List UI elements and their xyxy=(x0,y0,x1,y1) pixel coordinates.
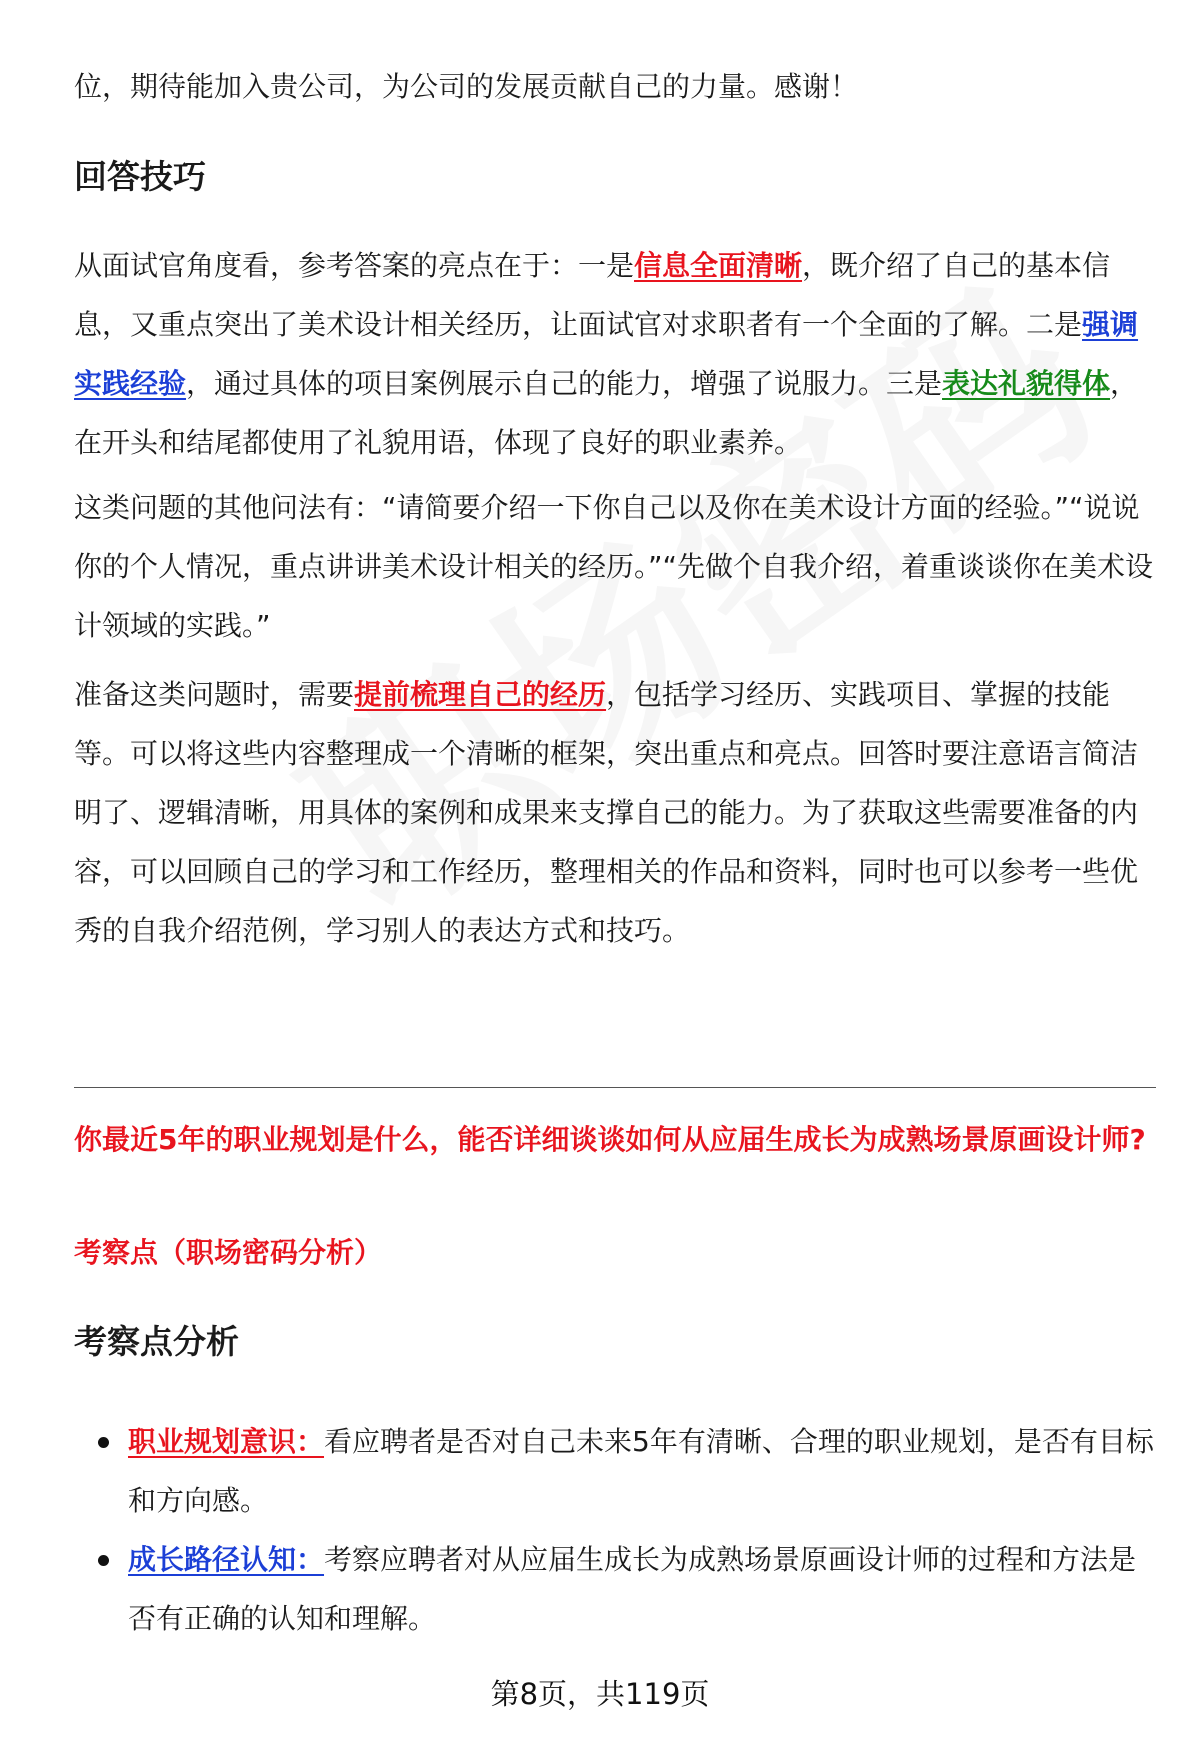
highlight-practice-experience: 强调实践经验 xyxy=(74,308,1139,400)
question-subtitle: 考察点（职场密码分析） xyxy=(74,1236,383,1269)
question-title: 你最近5年的职业规划是什么，能否详细谈谈如何从应届生成长为成熟场景原画设计师? xyxy=(74,1123,1146,1156)
analysis-bullet-list xyxy=(74,1412,1154,1648)
text-run: 从面试官角度看，参考答案的亮点在于：一是 xyxy=(74,249,635,282)
intro-tail-paragraph: 位，期待能加入贵公司，为公司的发展贡献自己的力量。感谢！ xyxy=(74,70,859,103)
bullet-label: 职业规划意识： xyxy=(128,1425,325,1458)
text-run: ，通过具体的项目案例展示自己的能力，增强了说服力。三是 xyxy=(186,367,943,400)
bullet-dot-icon xyxy=(98,1437,109,1448)
bullet-dot-icon xyxy=(98,1555,109,1566)
bullet-text: 看应聘者是否对自己未来5年有清晰、合理的职业规划，是否有目标和方向感。 xyxy=(128,1425,1154,1517)
bullet-text: 考察应聘者对从应届生成长为成熟场景原画设计师的过程和方法是否有正确的认知和理解。 xyxy=(128,1543,1137,1635)
text-run: ，在开头和结尾都使用了礼貌用语，体现了良好的职业素养。 xyxy=(74,367,1139,459)
bullet-label: 成长路径认知： xyxy=(128,1543,325,1576)
section-heading-answer-tips: 回答技巧 xyxy=(74,157,206,196)
answer-tips-paragraph-1 xyxy=(74,236,1154,472)
highlight-polite-expression: 表达礼貌得体 xyxy=(942,367,1111,400)
answer-tips-paragraph-3 xyxy=(74,665,1154,960)
highlight-info-clear: 信息全面清晰 xyxy=(634,249,803,282)
document-page xyxy=(74,0,1154,1755)
page-footer: 第8页，共119页 xyxy=(490,1677,710,1711)
list-item xyxy=(74,1412,1154,1530)
answer-tips-paragraph-2: 这类问题的其他问法有：“请简要介绍一下你自己以及你在美术设计方面的经验。”“说说你的个人情况，重点讲讲美术设计相关的经历。”“先做个自我介绍，着重谈谈你在美术设计领域的实践。” xyxy=(74,491,1154,642)
list-item xyxy=(74,1530,1154,1648)
text-run: ，包括学习经历、实践项目、掌握的技能等。可以将这些内容整理成一个清晰的框架，突出重点和亮点。回答时要注意语言简洁明了、逻辑清晰，用具体的案例和成果来支撑自己的能力。为了获取这些需要准备的内容，可以回顾自己的学习和工作经历，整理相关的作品和资料，同时也可以参考一些优秀的自我介绍范例，学习别人的表达方式和技巧。 xyxy=(74,678,1139,947)
section-heading-analysis: 考察点分析 xyxy=(74,1322,239,1361)
text-run: ，既介绍了自己的基本信息，又重点突出了美术设计相关经历，让面试官对求职者有一个全面的了解。二是 xyxy=(74,249,1111,341)
section-divider xyxy=(74,1087,1156,1088)
text-run: 准备这类问题时，需要 xyxy=(74,678,355,711)
highlight-sort-experience: 提前梳理自己的经历 xyxy=(354,678,607,711)
